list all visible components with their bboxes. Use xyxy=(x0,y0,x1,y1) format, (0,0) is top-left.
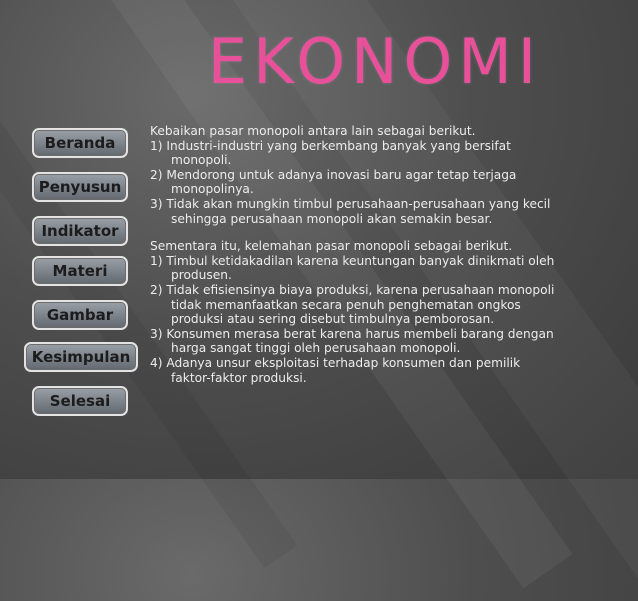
kelemahan-intro: Sementara itu, kelemahan pasar monopoli sebagai berikut. xyxy=(150,239,513,254)
nav-button-indikator[interactable]: Indikator xyxy=(32,216,128,246)
kelemahan-item: 3) Konsumen merasa berat karena harus membeli barang dengan harga sangat tinggi oleh perusahaan monopoli. xyxy=(150,326,554,356)
nav-button-kesimpulan[interactable]: Kesimpulan xyxy=(24,342,138,372)
kebaikan-intro: Kebaikan pasar monopoli antara lain sebagai berikut. xyxy=(150,124,476,138)
nav-button-beranda[interactable]: Beranda xyxy=(32,128,128,158)
kebaikan-item: 3) Tidak akan mungkin timbul perusahaan-perusahaan yang kecil sehingga perusahaan monopoli akan semakin besar. xyxy=(150,196,551,226)
nav-button-selesai[interactable]: Selesai xyxy=(32,386,128,416)
kelemahan-item: 4) Adanya unsur eksploitasi terhadap konsumen dan pemilik faktor-faktor produksi. xyxy=(150,355,521,385)
content-text xyxy=(150,124,560,385)
kelemahan-item: 2) Tidak efisiensinya biaya produksi, karena perusahaan monopoli tidak memanfaatkan secara penuh penghematan ongkos produksi atau sering disebut timbulnya pemborosan. xyxy=(150,282,555,327)
kebaikan-item: 1) Industri-industri yang berkembang banyak yang bersifat monopoli. xyxy=(150,138,511,168)
nav-button-gambar[interactable]: Gambar xyxy=(32,300,128,330)
slide-title: EKONOMI xyxy=(207,25,543,98)
nav-button-materi[interactable]: Materi xyxy=(32,256,128,286)
kelemahan-item: 1) Timbul ketidakadilan karena keuntungan banyak dinikmati oleh produsen. xyxy=(150,253,555,283)
nav-button-penyusun[interactable]: Penyusun xyxy=(32,172,128,202)
kebaikan-item: 2) Mendorong untuk adanya inovasi baru agar tetap terjaga monopolinya. xyxy=(150,167,517,197)
